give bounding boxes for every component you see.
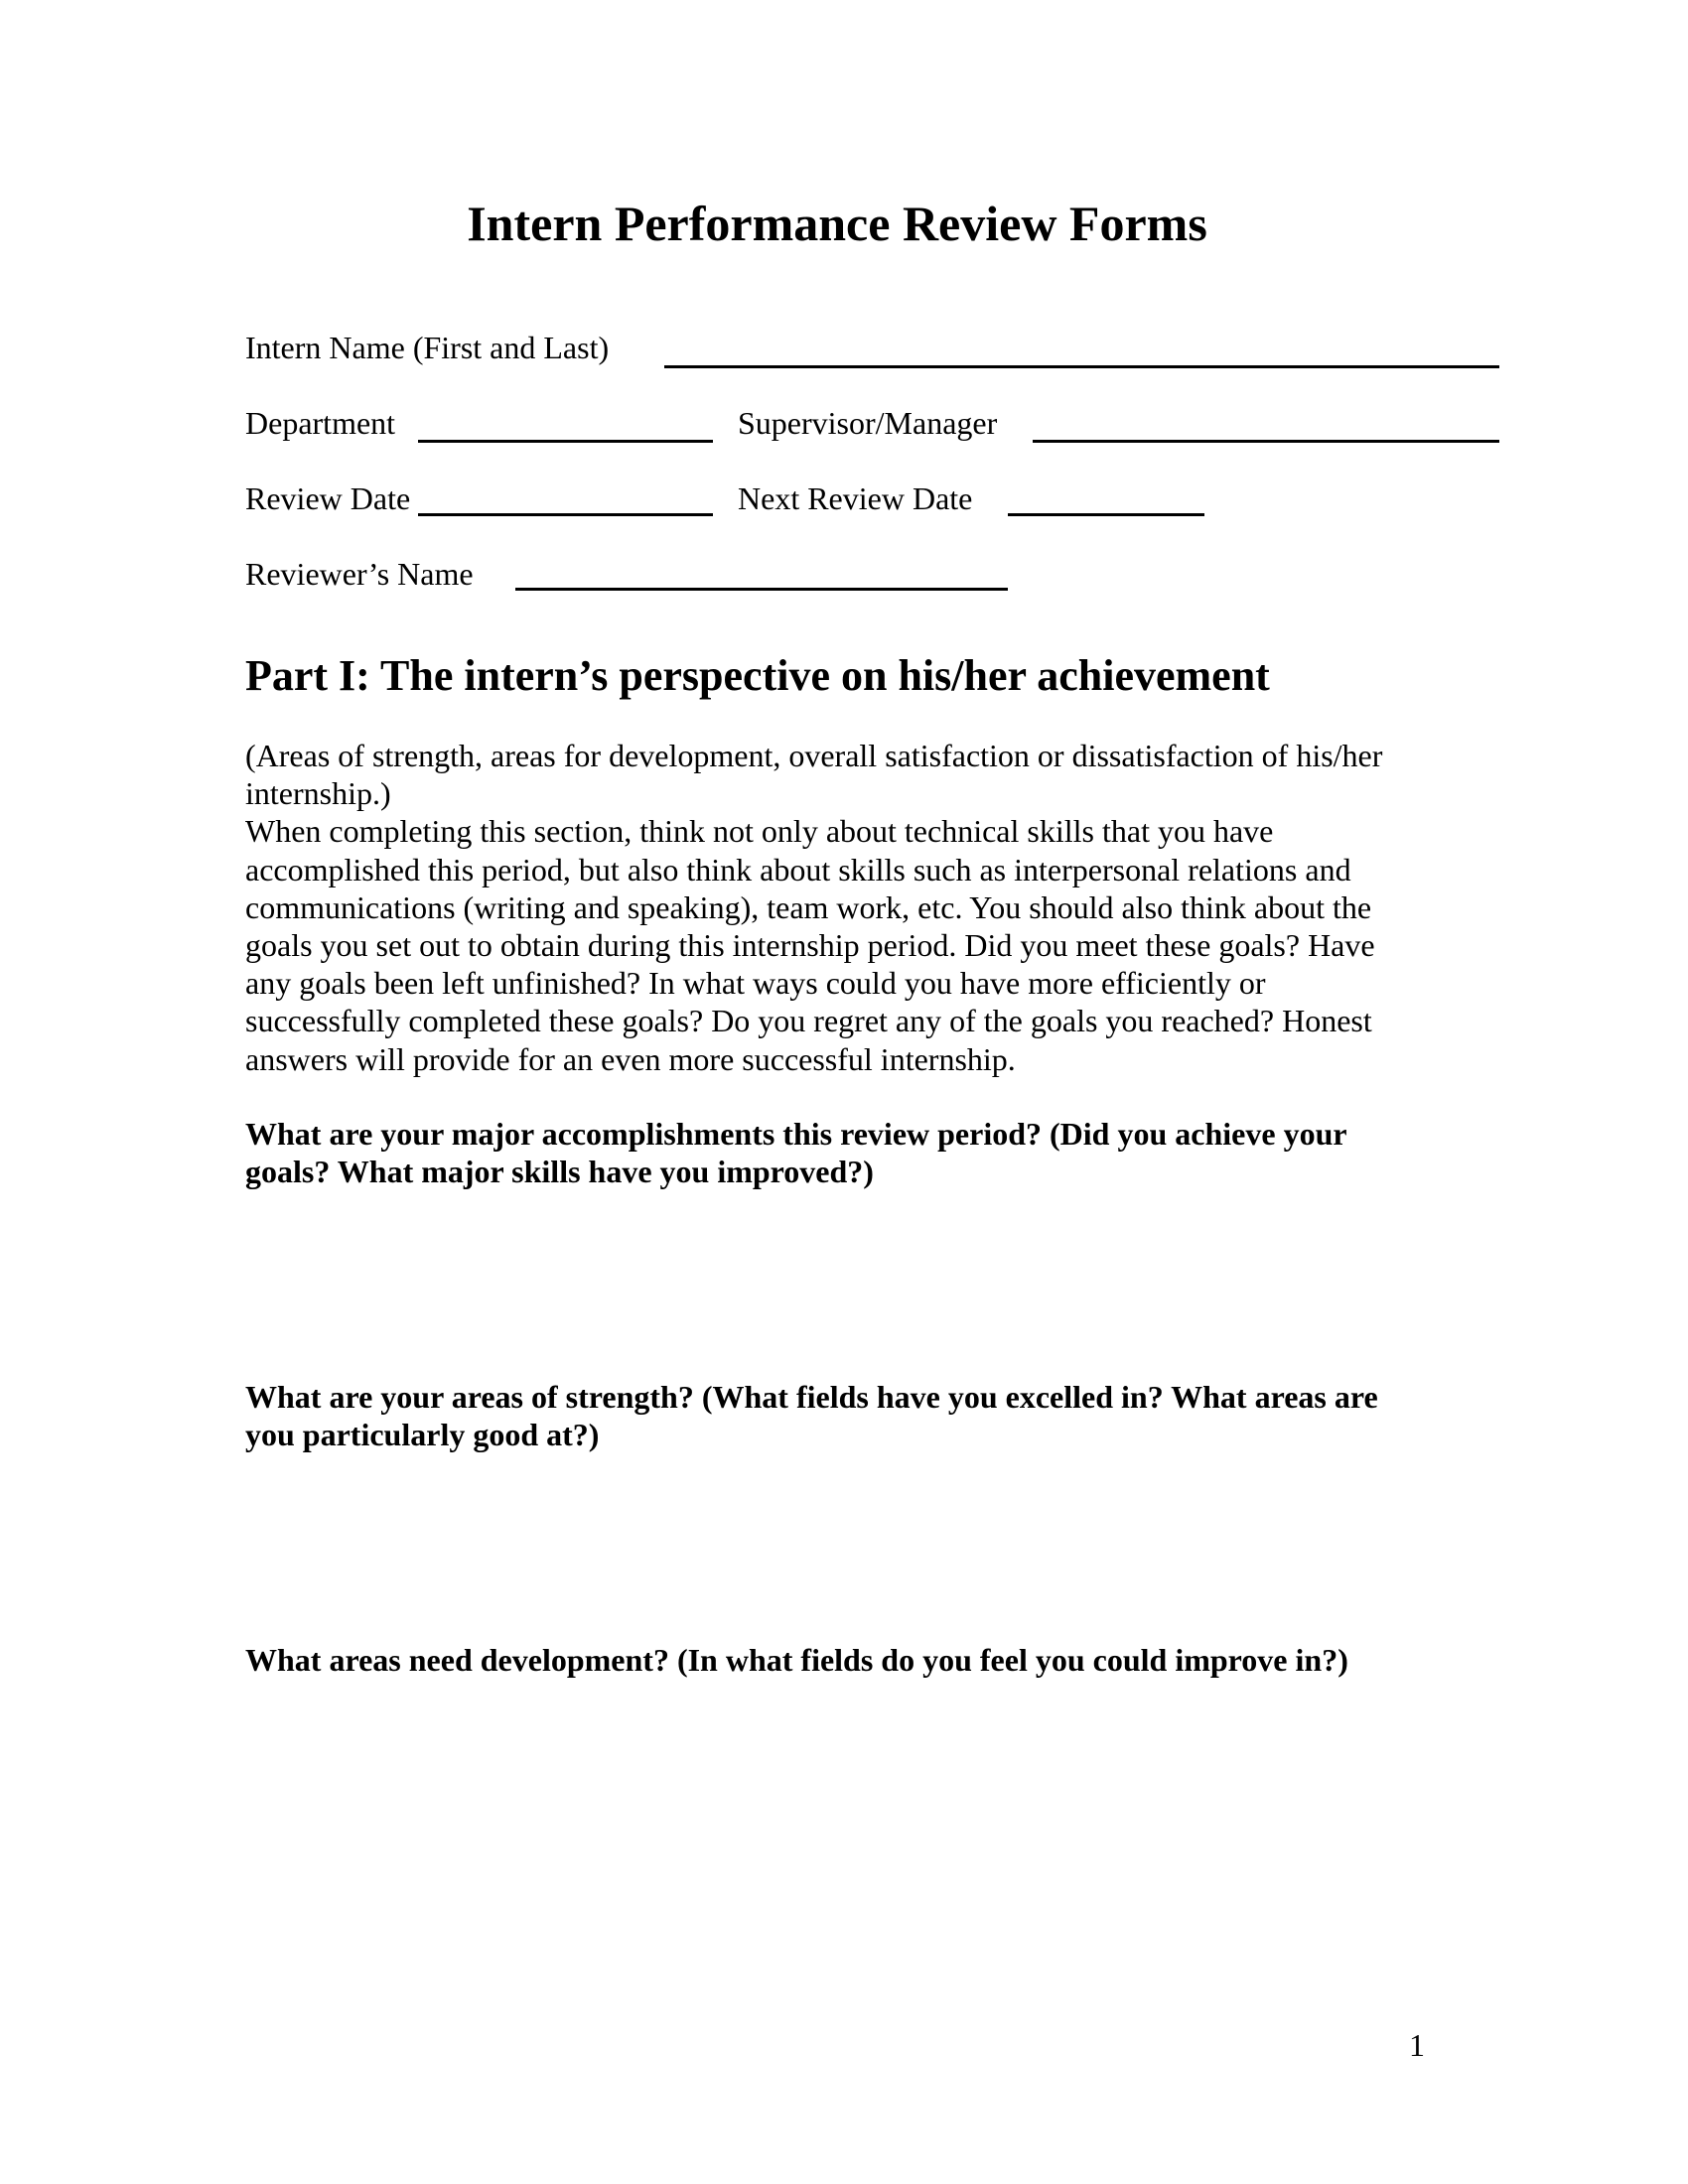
question-accomplishments [245,1115,1347,1190]
next-review-date-field[interactable] [1008,513,1204,516]
supervisor-field[interactable] [1033,440,1499,443]
instruction-line: communications (writing and speaking), team work, etc. You should also think about the [245,888,1372,925]
reviewer-name-label: Reviewer’s Name [245,556,474,592]
question-line: What are your major accomplishments this review period? (Did you achieve your [245,1116,1347,1152]
intern-name-field[interactable] [664,365,1499,368]
page-title-text: Intern Performance Review Forms [467,196,1207,251]
part1-instructions [245,737,1382,1078]
instruction-line: accomplished this period, but also think about skills such as interpersonal relations and [245,851,1351,887]
question-line: goals? What major skills have you improved?) [245,1154,874,1190]
instruction-line: internship.) [245,775,391,812]
instruction-line: When completing this section, think not only about technical skills that you have [245,813,1274,850]
instruction-line: (Areas of strength, areas for development, overall satisfaction or dissatisfaction of his/her [245,738,1383,773]
page-number: 1 [1409,2027,1425,2063]
question-line: you particularly good at?) [245,1417,600,1453]
question-development [245,1641,1348,1679]
question-strengths [245,1378,1378,1453]
instruction-line: goals you set out to obtain during this internship period. Did you meet these goals? Have [245,927,1375,964]
instruction-line: successfully completed these goals? Do you regret any of the goals you reached? Honest [245,1003,1372,1039]
department-field[interactable] [418,440,713,443]
question-line: What areas need development? (In what fields do you feel you could improve in?) [245,1642,1348,1678]
department-label: Department [245,405,396,441]
reviewer-name-field[interactable] [515,588,1008,591]
page-title [0,195,1688,252]
instruction-line: answers will provide for an even more successful internship. [245,1040,1016,1077]
review-date-field[interactable] [418,513,713,516]
next-review-date-label: Next Review Date [738,480,973,516]
intern-name-label: Intern Name (First and Last) [245,330,610,365]
question-line: What are your areas of strength? (What fields have you excelled in? What areas are [245,1379,1378,1415]
part1-heading: Part I: The intern’s perspective on his/her achievement [245,651,1270,700]
supervisor-label: Supervisor/Manager [738,405,998,441]
instruction-line: any goals been left unfinished? In what ways could you have more efficiently or [245,965,1266,1002]
review-date-label: Review Date [245,480,411,516]
